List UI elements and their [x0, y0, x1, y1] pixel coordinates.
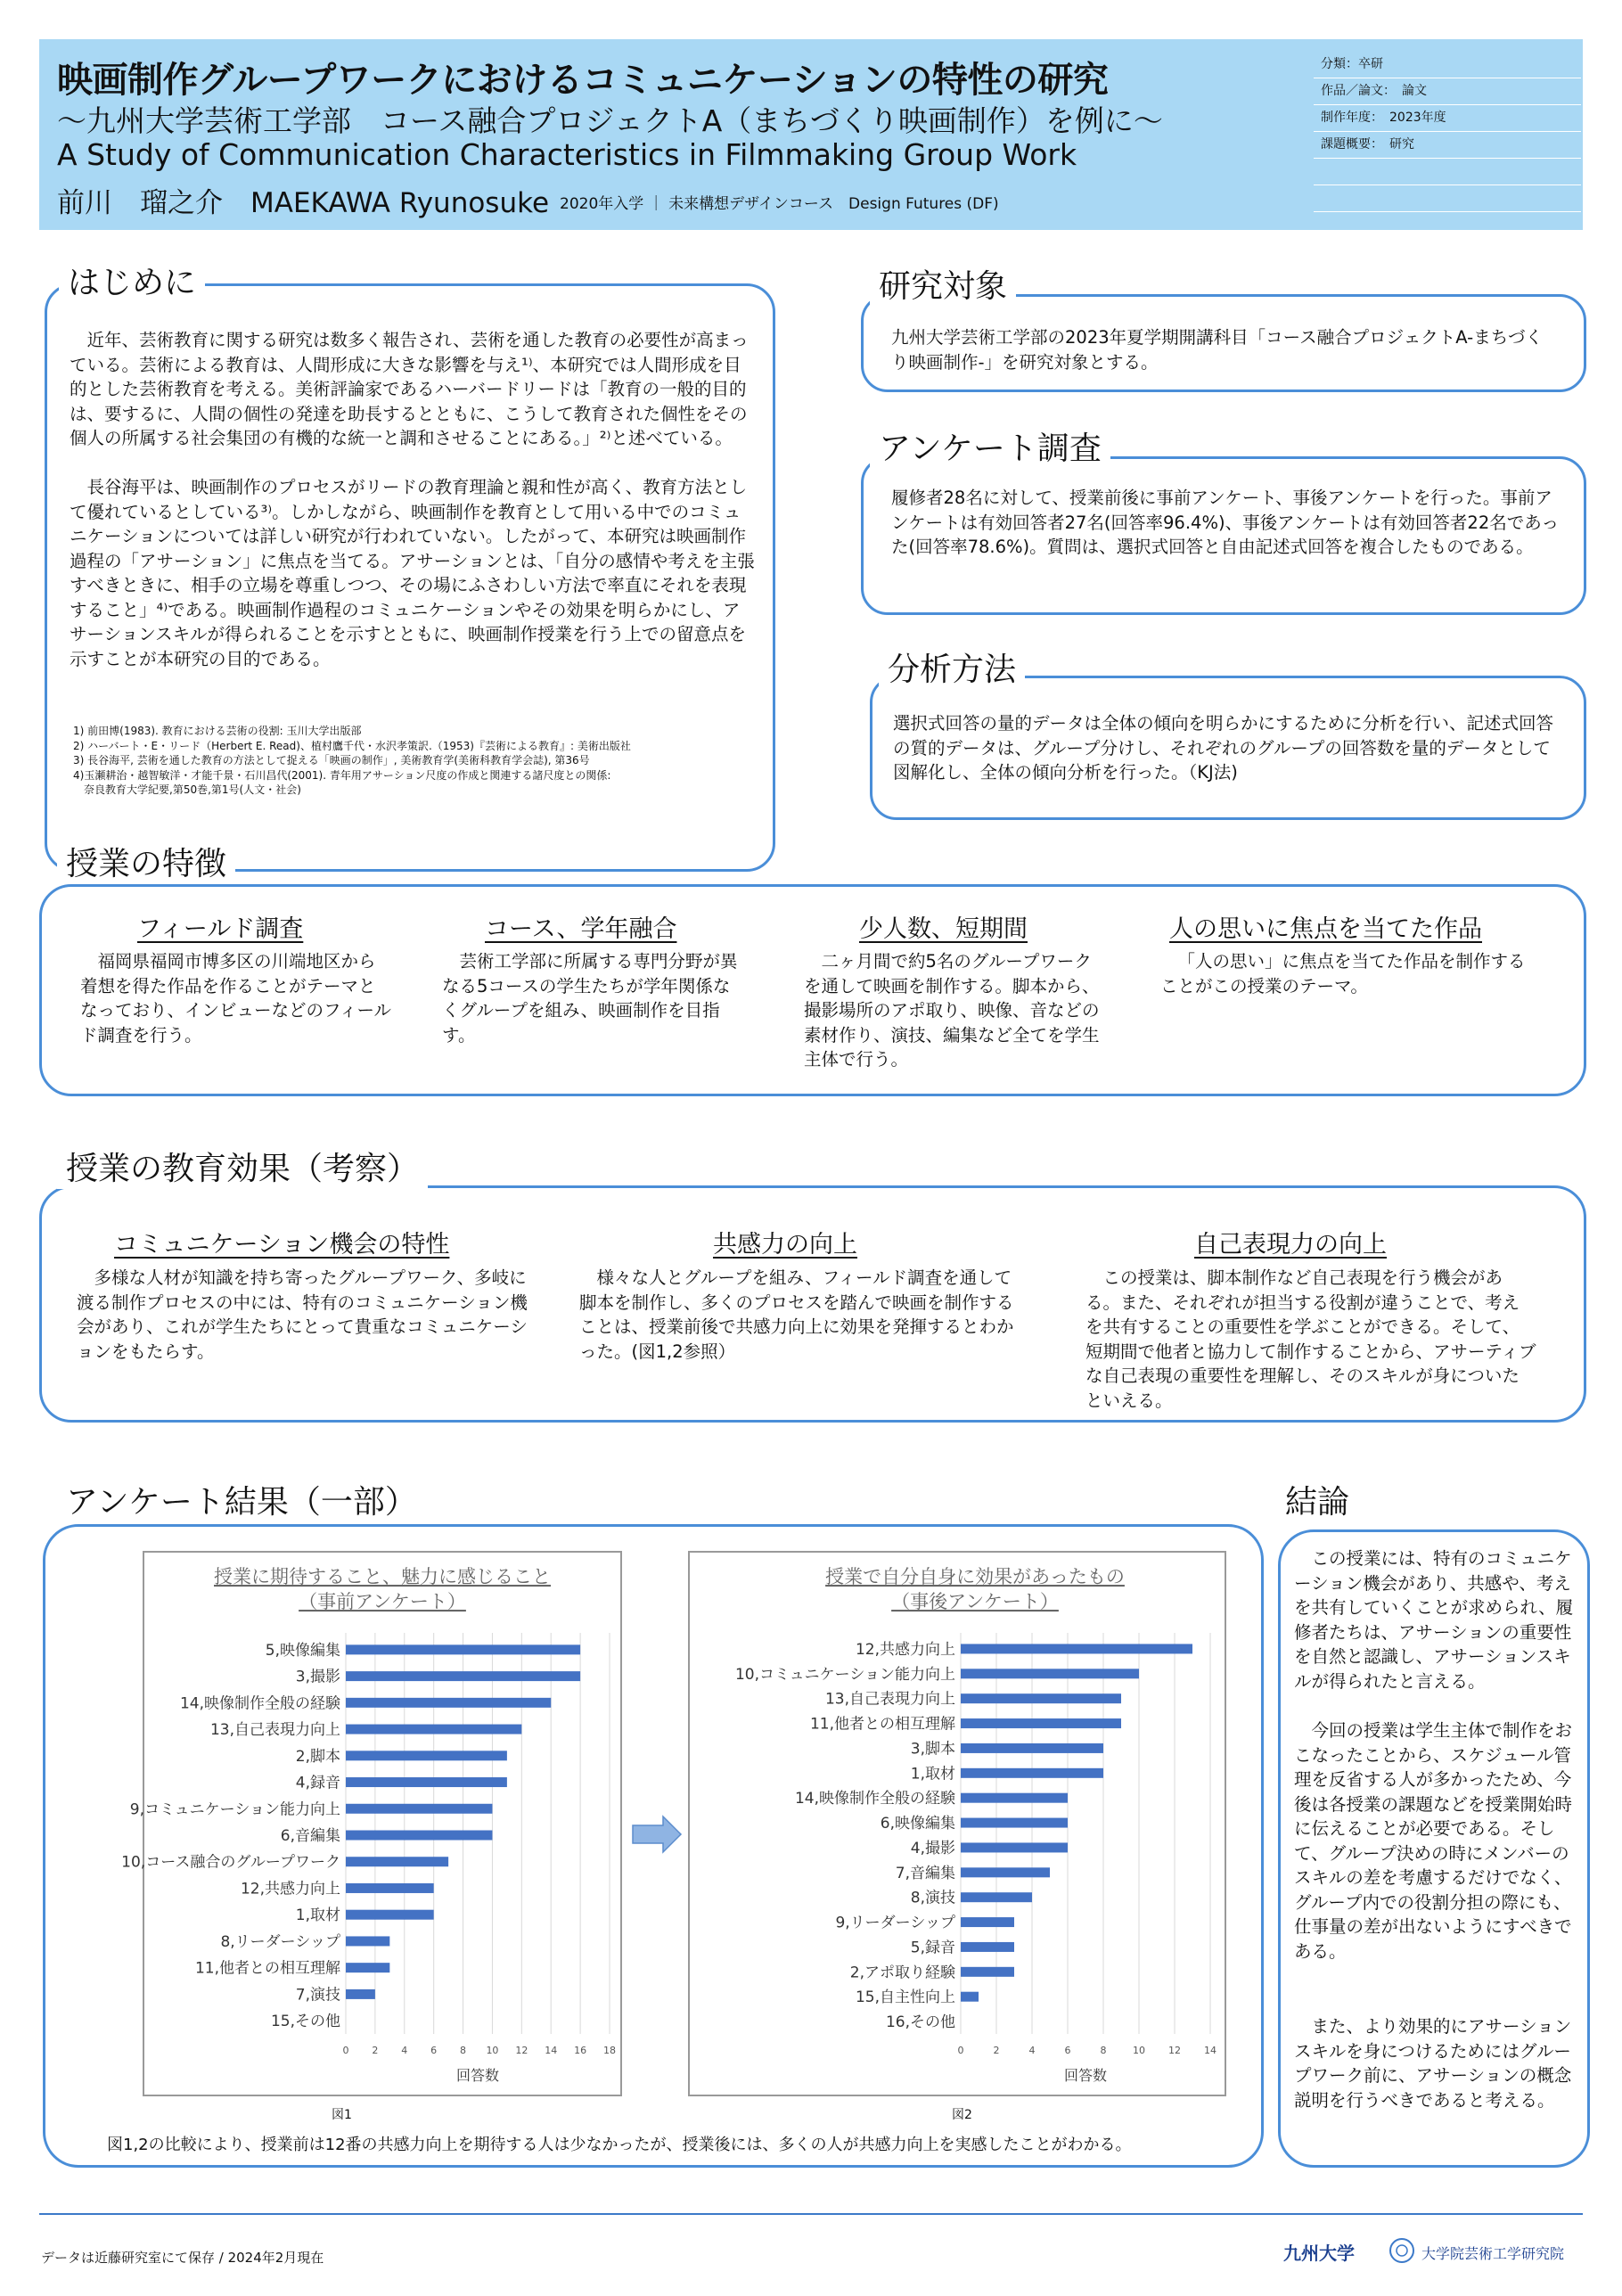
category-label: 6,音編集 — [280, 1827, 340, 1845]
bar — [961, 1793, 1068, 1803]
reference-4-cont: 奈良教育大学紀要,第50巻,第1号(人文・社会) — [73, 783, 301, 796]
x-tick-label: 10 — [486, 2045, 499, 2056]
category-label: 6,映像編集 — [880, 1815, 955, 1833]
x-axis-label: 回答数 — [455, 2067, 500, 2084]
category-label: 9,コミュニケーション能力向上 — [129, 1800, 340, 1819]
bar — [346, 1751, 507, 1760]
faculty-logo-text: 大学院芸術工学研究院 — [1421, 2245, 1565, 2262]
title-japanese: 映画制作グループワークにおけるコミュニケーションの特性の研究 — [57, 60, 1109, 101]
meta-blank-1 — [1314, 159, 1581, 185]
bar — [961, 1644, 1192, 1653]
meta-category: 分類：卒研 — [1314, 52, 1581, 78]
x-tick-label: 2 — [372, 2045, 379, 2056]
bar — [961, 1867, 1050, 1877]
x-tick-label: 0 — [342, 2045, 349, 2056]
intro-title: はじめに — [59, 264, 205, 303]
reference-3: 3) 長谷海平, 芸術を通した教育の方法として捉える「映画の制作」, 美術教育学(美術科教育学会誌), 第36号 — [73, 754, 590, 767]
bar — [961, 1669, 1139, 1678]
bar — [346, 1671, 580, 1681]
x-tick-label: 16 — [574, 2045, 587, 2056]
x-tick-label: 4 — [401, 2045, 408, 2056]
bar — [346, 1883, 434, 1893]
x-axis-label: 回答数 — [1063, 2067, 1108, 2084]
intro-paragraph-2: 長谷海平は、映画制作のプロセスがリードの教育理論と親和性が高く、教育方法として優れているとしている³⁾。しかしながら、映画制作を教育として用いる中でのコミュニケーションについては詳しい研究が行われていない。したがって、本研究は映画制作過程の「アサーション」に焦点を当てる。アサーションとは、「自分の感情や考えを主張すべきときに、相手の立場を尊重しつつ、その場にふさわしい方法で率直にそれを表現すること」⁴⁾である。映画制作過程のコミュニケーションやその効果を明らかにし、アサーションスキルが得られることを示すとともに、映画制作授業を行う上での留意点を示すことが本研究の目的である。 — [70, 477, 755, 669]
bar — [346, 1857, 448, 1866]
bar — [961, 1743, 1103, 1753]
category-label: 15,その他 — [270, 2013, 340, 2031]
chart-2-svg — [690, 1553, 1225, 2095]
category-label: 13,自己表現力向上 — [209, 1721, 340, 1740]
chart-1-frame — [121, 1551, 622, 2096]
author-affiliation: 2020年入学 ｜ 未来構想デザインコース Design Futures (DF) — [560, 195, 999, 213]
category-label: 11,他者との相互理解 — [809, 1715, 955, 1734]
effect-heading-communication: コミュニケーション機会の特性 — [114, 1231, 450, 1259]
kyushu-university-logo: 九州大学 — [1283, 2243, 1355, 2264]
conclusion-title: 結論 — [1276, 1483, 1358, 1522]
reference-4: 4)玉瀬耕治・越智敏洋・才能千景・石川昌代(2001). 青年用アサーション尺度の作成と関連する諸尺度との関係: — [73, 768, 611, 782]
bar — [961, 1942, 1014, 1952]
bar — [961, 1718, 1121, 1728]
reference-1: 1) 前田博(1983). 教育における芸術の役割: 玉川大学出版部 — [73, 725, 362, 737]
bar — [346, 1989, 375, 1999]
category-label: 12,共感力向上 — [855, 1640, 955, 1659]
chart-subtitle: （事後アンケート） — [891, 1591, 1059, 1612]
target-title: 研究対象 — [870, 267, 1016, 307]
subtitle-japanese: 〜九州大学芸術工学部 コース融合プロジェクトA（まちづくり映画制作）を例に〜 — [57, 103, 1163, 138]
x-tick-label: 14 — [545, 2045, 558, 2056]
x-tick-label: 12 — [1168, 2045, 1181, 2056]
bar — [346, 1910, 434, 1920]
chart-2-frame — [688, 1551, 1226, 2096]
footer-divider — [39, 2213, 1583, 2215]
category-label: 7,音編集 — [895, 1864, 955, 1882]
feature-text-course-fusion: 芸術工学部に所属する専門分野が異なる5コースの学生たちが学年関係なくグループを組み、映画制作を目指す。 — [442, 951, 738, 1046]
bar — [961, 1818, 1068, 1828]
x-tick-label: 8 — [460, 2045, 467, 2056]
meta-blank-2 — [1314, 185, 1581, 212]
bar — [346, 1777, 507, 1787]
footer-note: データは近藤研究室にて保存 / 2024年2月現在 — [41, 2250, 324, 2266]
category-label: 1,取材 — [295, 1906, 340, 1925]
effect-text-self-expression: この授業は、脚本制作など自己表現を行う機会がある。また、それぞれが担当する役割が違うことで、考えを共有することの重要性を学ぶことができる。そして、短期間で他者と協力して制作することから、アサーティブな自己表現の重要性を理解し、そのスキルが身についたといえる。 — [1085, 1267, 1536, 1411]
x-tick-label: 8 — [1100, 2045, 1107, 2056]
category-label: 2,アポ取り経験 — [849, 1964, 955, 1982]
poster-header — [39, 39, 1583, 230]
method-text: 選択式回答の量的データは全体の傾向を明らかにするために分析を行い、記述式回答の質的データは、グループ分けし、それぞれのグループの回答数を量的データとして図解化し、全体の傾向分析を行った。（KJ法) — [893, 713, 1554, 783]
bar — [346, 1936, 389, 1946]
method-title: 分析方法 — [879, 651, 1025, 690]
feature-text-field-survey: 福岡県福岡市博多区の川端地区から着想を得た作品を作ることがテーマとなっており、インビューなどのフィールド調査を行う。 — [80, 951, 392, 1046]
bar — [346, 1831, 492, 1841]
bar — [346, 1725, 521, 1734]
results-title: アンケート結果（一部） — [57, 1483, 426, 1522]
category-label: 3,撮影 — [295, 1668, 340, 1686]
bar — [961, 1917, 1014, 1927]
figure-1-label: 図1 — [332, 2108, 352, 2122]
category-label: 5,録音 — [910, 1939, 955, 1957]
category-label: 8,演技 — [910, 1889, 955, 1907]
conclusion-paragraph-3: また、より効果的にアサーションスキルを身につけるためにはグループワーク前に、アサーションの概念説明を行うべきであると考える。 — [1294, 2016, 1572, 2111]
bar — [961, 1892, 1032, 1902]
features-title: 授業の特徴 — [57, 845, 235, 884]
conclusion-paragraph-1: この授業には、特有のコミュニケーション機会があり、共感や、考えを共有していくことが求められ、履修者たちは、アサーションの重要性を自然と認識し、アサーションスキルが得られたと言える。 — [1294, 1548, 1574, 1692]
bar — [961, 1842, 1068, 1852]
chart-title: 授業に期待すること、魅力に感じること — [214, 1566, 551, 1587]
x-tick-label: 18 — [603, 2045, 616, 2056]
meta-type: 作品／論文： 論文 — [1314, 78, 1581, 105]
conclusion-paragraph-2: 今回の授業は学生主体で制作をおこなったことから、スケジュール管理を反省する人が多かったため、今後は各授業の課題などを授業開始時に伝えることが必要である。そして、グループ決めの時にメンバーのスキルの差を考慮するだけでなく、グループ内での役割分担の際にも、仕事量の差が出ないようにすべきである。 — [1294, 1720, 1573, 1962]
effect-heading-empathy: 共感力の向上 — [713, 1231, 857, 1259]
survey-title: アンケート調査 — [870, 430, 1110, 469]
category-label: 13,自己表現力向上 — [824, 1690, 955, 1709]
category-label: 16,その他 — [885, 2013, 955, 2032]
category-label: 5,映像編集 — [265, 1641, 340, 1660]
survey-text: 履修者28名に対して、授業前後に事前アンケート、事後アンケートを行った。事前アンケートは有効回答者27名(回答率96.4%)、事後アンケートは有効回答者22名であった(回答率78.6%)。質問は、選択式回答と自由記述式回答を複合したものである。 — [891, 488, 1560, 557]
x-tick-label: 6 — [430, 2045, 438, 2056]
reference-2: 2) ハーバート・E・リード（Herbert E. Read)、植村鷹千代・水沢孝策訳.（1953)『芸術による教育』: 美術出版社 — [73, 739, 631, 752]
figure-2-label: 図2 — [952, 2108, 972, 2122]
meta-table — [1314, 52, 1581, 212]
feature-heading-field-survey: フィールド調査 — [137, 915, 304, 943]
bar — [346, 1804, 492, 1814]
x-tick-label: 4 — [1028, 2045, 1036, 2056]
chart-1-svg — [121, 1553, 620, 2095]
feature-heading-small-group: 少人数、短期間 — [859, 915, 1028, 943]
results-caption: 図1,2の比較により、授業前は12番の共感力向上を期待する人は少なかったが、授業後には、多くの人が共感力向上を実感したことがわかる。 — [107, 2136, 1132, 2154]
category-label: 1,取材 — [910, 1765, 955, 1784]
intro-references — [73, 724, 768, 798]
bar — [961, 1693, 1121, 1703]
meta-year: 制作年度： 2023年度 — [1314, 105, 1581, 132]
category-label: 14,映像制作全般の経験 — [179, 1694, 340, 1713]
title-english: A Study of Communication Characteristics in Filmmaking Group Work — [57, 137, 1077, 172]
category-label: 12,共感力向上 — [240, 1880, 340, 1898]
x-tick-label: 0 — [957, 2045, 964, 2056]
category-label: 11,他者との相互理解 — [194, 1959, 340, 1978]
bar — [961, 1967, 1014, 1977]
feature-text-peoples-thoughts: 「人の思い」に焦点を当てた作品を制作することがこの授業のテーマ。 — [1160, 951, 1526, 996]
feature-heading-peoples-thoughts: 人の思いに焦点を当てた作品 — [1169, 915, 1482, 943]
category-label: 7,演技 — [295, 1986, 340, 2005]
category-label: 3,脚本 — [910, 1740, 955, 1759]
category-label: 10,コース融合のグループワーク — [121, 1853, 340, 1872]
category-label: 10,コミュニケーション能力向上 — [734, 1665, 955, 1684]
x-tick-label: 2 — [993, 2045, 1000, 2056]
category-label: 2,脚本 — [295, 1747, 340, 1766]
effect-text-communication: 多様な人材が知識を持ち寄ったグループワーク、多岐に渡る制作プロセスの中には、特有のコミュニケーション機会があり、これが学生たちにとって貴重なコミュニケーションをもたらす。 — [77, 1267, 528, 1362]
bar — [961, 1992, 979, 2002]
category-label: 9,リーダーシップ — [835, 1914, 955, 1932]
effect-text-empathy: 様々な人とグループを組み、フィールド調査を通して脚本を制作し、多くのプロセスを踏んで映画を制作することは、授業前後で共感力向上に効果を発揮するとわかった。(図1,2参照） — [579, 1267, 1014, 1362]
feature-heading-course-fusion: コース、学年融合 — [485, 915, 677, 943]
category-label: 8,リーダーシップ — [220, 1932, 340, 1951]
bar — [346, 1698, 551, 1708]
bar — [346, 1644, 580, 1654]
intro-paragraph-1: 近年、芸術教育に関する研究は数多く報告され、芸術を通した教育の必要性が高まっている。芸術による教育は、人間形成に大きな影響を与え¹⁾、本研究では人間形成を目的とした芸術教育を考える。美術評論家であるハーバードリードは「教育の一般的目的は、要するに、人間の個性の発達を助長するとともに、こうして教育された個性をその個人の所属する社会集団の有機的な統一と調和させることにある。」²⁾と述べている。 — [70, 330, 749, 448]
category-label: 4,録音 — [295, 1774, 340, 1792]
x-tick-label: 12 — [515, 2045, 528, 2056]
x-tick-label: 14 — [1204, 2045, 1216, 2056]
x-tick-label: 10 — [1133, 2045, 1145, 2056]
target-text: 九州大学芸術工学部の2023年夏学期開講科目「コース融合プロジェクトA-まちづくり映画制作-」を研究対象とする。 — [891, 327, 1544, 373]
chart-title: 授業で自分自身に効果があったもの — [825, 1566, 1125, 1587]
category-label: 15,自主性向上 — [855, 1988, 955, 2007]
bar — [961, 1768, 1103, 1778]
bar — [346, 1963, 389, 1972]
feature-text-small-group: 二ヶ月間で約5名のグループワークを通して映画を制作する。脚本から、撮影場所のアポ取り、映像、音などの素材作り、演技、編集など全てを学生主体で行う。 — [804, 951, 1100, 1070]
chart-subtitle: （事前アンケート） — [299, 1591, 466, 1612]
effect-heading-self-expression: 自己表現力の向上 — [1194, 1231, 1387, 1259]
faculty-emblem-icon — [1389, 2237, 1415, 2264]
meta-overview: 課題概要： 研究 — [1314, 132, 1581, 159]
arrow-right-icon — [633, 1816, 683, 1852]
author-name: 前川 瑠之介 MAEKAWA Ryunosuke — [57, 187, 550, 219]
category-label: 14,映像制作全般の経験 — [794, 1790, 955, 1808]
x-tick-label: 6 — [1064, 2045, 1071, 2056]
category-label: 4,撮影 — [910, 1839, 955, 1857]
effects-title: 授業の教育効果（考察） — [57, 1150, 428, 1189]
